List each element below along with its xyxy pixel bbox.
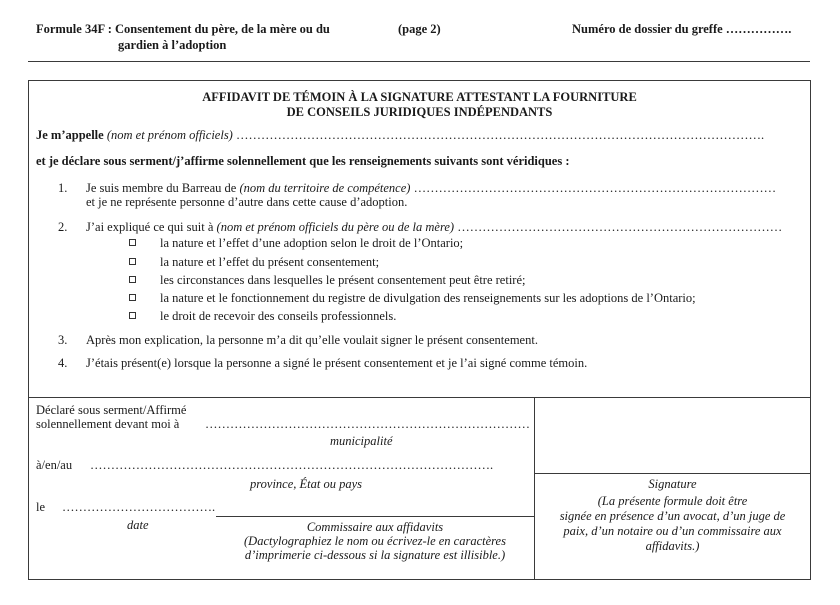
swear-statement: et je déclare sous serment/j’affirme solennellement que les renseignements suivants sont véridiques : <box>36 154 570 168</box>
signature-label: Signature <box>648 477 697 491</box>
name-hint: (nom et prénom officiels) <box>106 128 233 142</box>
header-rule <box>28 61 810 62</box>
item-3-text: Après mon explication, la personne m’a dit qu’elle voulait signer le présent consentement. <box>86 333 538 347</box>
checklist-item: les circonstances dans lesquelles le présent consentement peut être retiré; <box>160 273 526 287</box>
item-3-number: 3. <box>58 333 68 347</box>
name-dots: ………………………………………………………………………………………………………………. <box>235 128 765 142</box>
checkbox-disclosure-registry[interactable] <box>129 294 136 301</box>
commissioner-note-line2: d’imprimerie ci-dessous si la signature est illisible.) <box>244 548 506 562</box>
name-prefix: Je m’appelle <box>36 128 104 142</box>
item-1-continuation: et je ne représente personne d’autre dans cette cause d’adoption. <box>86 195 408 209</box>
item-4-text: J’étais présent(e) lorsque la personne a signé le présent consentement et je l’ai signé comme témoin. <box>86 356 588 370</box>
signature-line <box>534 473 811 474</box>
municipality-label: municipalité <box>330 434 393 448</box>
affidavit-title-line2: DE CONSEILS JURIDIQUES INDÉPENDANTS <box>286 105 553 119</box>
signature-note-line2: signée en présence d’un avocat, d’un juge de <box>559 509 786 523</box>
court-file-number: Numéro de dossier du greffe ……………. <box>572 22 792 36</box>
item-2-hint: (nom et prénom officiels du père ou de la mère) <box>216 220 455 234</box>
signature-note-line1: (La présente formule doit être <box>597 494 748 508</box>
item-2-number: 2. <box>58 220 68 234</box>
affidavit-title-line1: AFFIDAVIT DE TÉMOIN À LA SIGNATURE ATTESTANT LA FOURNITURE <box>202 90 637 104</box>
signature-note-line4: affidavits.) <box>645 539 700 553</box>
checkbox-withdrawal[interactable] <box>129 276 136 283</box>
commissioner-line <box>216 516 534 517</box>
item-2-line[interactable] <box>86 220 782 235</box>
date-prefix: le <box>36 500 46 514</box>
item-1-number: 1. <box>58 181 68 195</box>
item-4-number: 4. <box>58 356 68 370</box>
at-label: à/en/au <box>36 458 73 472</box>
page-number: (page 2) <box>398 22 441 36</box>
item-1-hint: (nom du territoire de compétence) <box>239 181 411 195</box>
checkbox-consent-effect[interactable] <box>129 258 136 265</box>
checklist-item: la nature et l’effet d’une adoption selon le droit de l’Ontario; <box>160 236 464 250</box>
form-title-continued: gardien à l’adoption <box>118 38 227 52</box>
checklist-item: le droit de recevoir des conseils professionnels. <box>160 309 397 323</box>
form-title: Formule 34F : Consentement du père, de la mère ou du <box>36 22 330 36</box>
checklist-item: la nature et l’effet du présent consentement; <box>160 255 380 269</box>
deponent-name-line[interactable] <box>36 128 764 143</box>
checklist-item: la nature et le fonctionnement du registre de divulgation des renseignements sur les adoptions de l’Ontario; <box>160 291 696 305</box>
checkbox-adoption-effect[interactable] <box>129 239 136 246</box>
item-2-text: J’ai expliqué ce qui suit à <box>86 220 214 234</box>
municipality-field[interactable]: …………………………………………………………………… <box>205 417 530 431</box>
sworn-label-line2: solennellement devant moi à <box>36 417 180 431</box>
date-label: date <box>127 518 149 532</box>
date-field[interactable]: ………………………………. <box>62 500 216 514</box>
checkbox-professional-advice[interactable] <box>129 312 136 319</box>
sworn-label-line1: Déclaré sous serment/Affirmé <box>36 403 187 417</box>
item-1-line[interactable] <box>86 181 776 196</box>
commissioner-label: Commissaire aux affidavits <box>306 520 444 534</box>
province-label: province, État ou pays <box>250 477 363 491</box>
province-field[interactable]: ……………………………………………………………………………………. <box>90 458 494 472</box>
item-1-text: Je suis membre du Barreau de <box>86 181 237 195</box>
item-2-dots: …………………………………………………………………… <box>457 220 783 234</box>
item-1-dots: …………………………………………………………………………… <box>413 181 777 195</box>
signature-note-line3: paix, d’un notaire ou d’un commissaire aux <box>563 524 782 538</box>
commissioner-note-line1: (Dactylographiez le nom ou écrivez-le en caractères <box>244 534 506 548</box>
